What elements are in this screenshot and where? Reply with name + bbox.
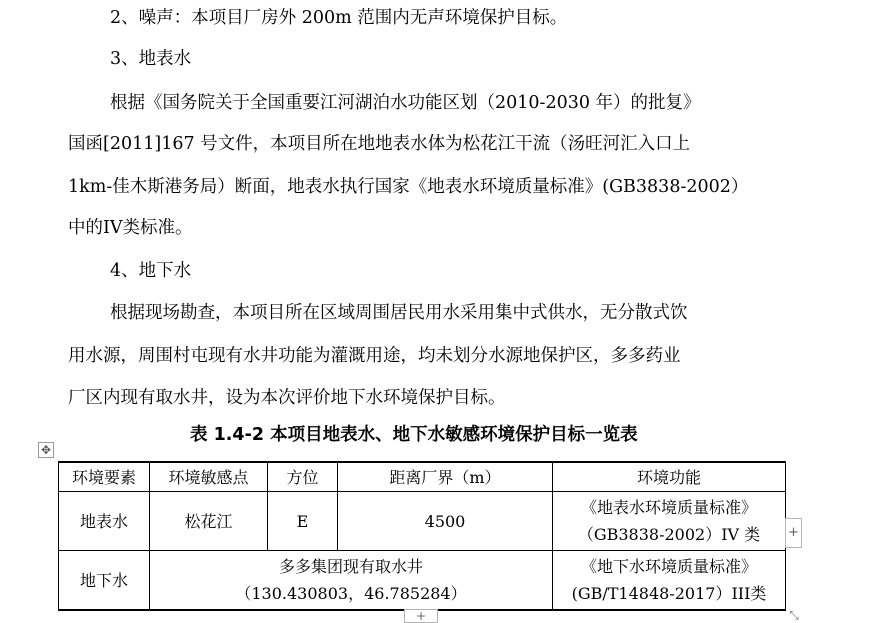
add-column-button[interactable]: + [785, 518, 802, 548]
cell-site-merged [150, 551, 553, 611]
groundwater-line-3: 厂区内现有取水井，设为本次评价地下水环境保护目标。 [68, 388, 506, 408]
function-line-1: 《地下水环境质量标准》 [580, 557, 757, 576]
header-function: 环境功能 [553, 462, 786, 492]
groundwater-line-2: 用水源，周围村屯现有水井功能为灌溉用途，均未划分水源地保护区，多多药业 [68, 346, 681, 366]
header-direction: 方位 [268, 462, 338, 492]
site-coordinates-line: （130.430803，46.785284） [235, 584, 467, 603]
add-row-button[interactable]: + [404, 609, 438, 623]
table-row [59, 551, 786, 611]
cell-function [553, 492, 786, 551]
cell-direction: E [268, 492, 338, 551]
surface-water-line-3: 1km-佳木斯港务局）断面，地表水执行国家《地表水环境质量标准》(GB3838-2002） [68, 177, 749, 197]
table-row [59, 492, 786, 551]
table-caption: 表 1.4-2 本项目地表水、地下水敏感环境保护目标一览表 [190, 425, 638, 445]
header-site: 环境敏感点 [150, 462, 268, 492]
cell-element: 地下水 [59, 551, 150, 611]
function-line-2: （GB3838-2002）IV 类 [577, 525, 761, 544]
surface-water-line-4: 中的IV类标准。 [68, 218, 193, 238]
cell-site: 松花江 [150, 492, 268, 551]
surface-water-line-1: 根据《国务院关于全国重要江河湖泊水功能区划（2010-2030 年）的批复》 [110, 93, 701, 113]
heading-surface-water: 3、地表水 [110, 49, 192, 69]
cell-distance: 4500 [338, 492, 553, 551]
header-distance: 距离厂界（m） [338, 462, 553, 492]
groundwater-line-1: 根据现场勘查，本项目所在区域周围居民用水采用集中式供水，无分散式饮 [110, 303, 688, 323]
cell-element: 地表水 [59, 492, 150, 551]
surface-water-line-2: 国函[2011]167 号文件，本项目所在地地表水体为松花江干流（汤旺河汇入口上 [68, 134, 691, 154]
cell-function [553, 551, 786, 611]
paragraph-noise: 2、噪声：本项目厂房外 200m 范围内无声环境保护目标。 [110, 8, 568, 28]
sensitive-targets-table [58, 461, 786, 611]
table-resize-handle-icon[interactable]: ⤡ [789, 608, 799, 622]
function-line-2: (GB/T14848-2017）III类 [571, 584, 767, 603]
function-line-1: 《地表水环境质量标准》 [580, 498, 757, 517]
site-name-line: 多多集团现有取水井 [278, 557, 423, 576]
table-move-handle-icon[interactable]: ✥ [38, 442, 54, 458]
header-element: 环境要素 [59, 462, 150, 492]
heading-groundwater: 4、地下水 [110, 261, 192, 281]
